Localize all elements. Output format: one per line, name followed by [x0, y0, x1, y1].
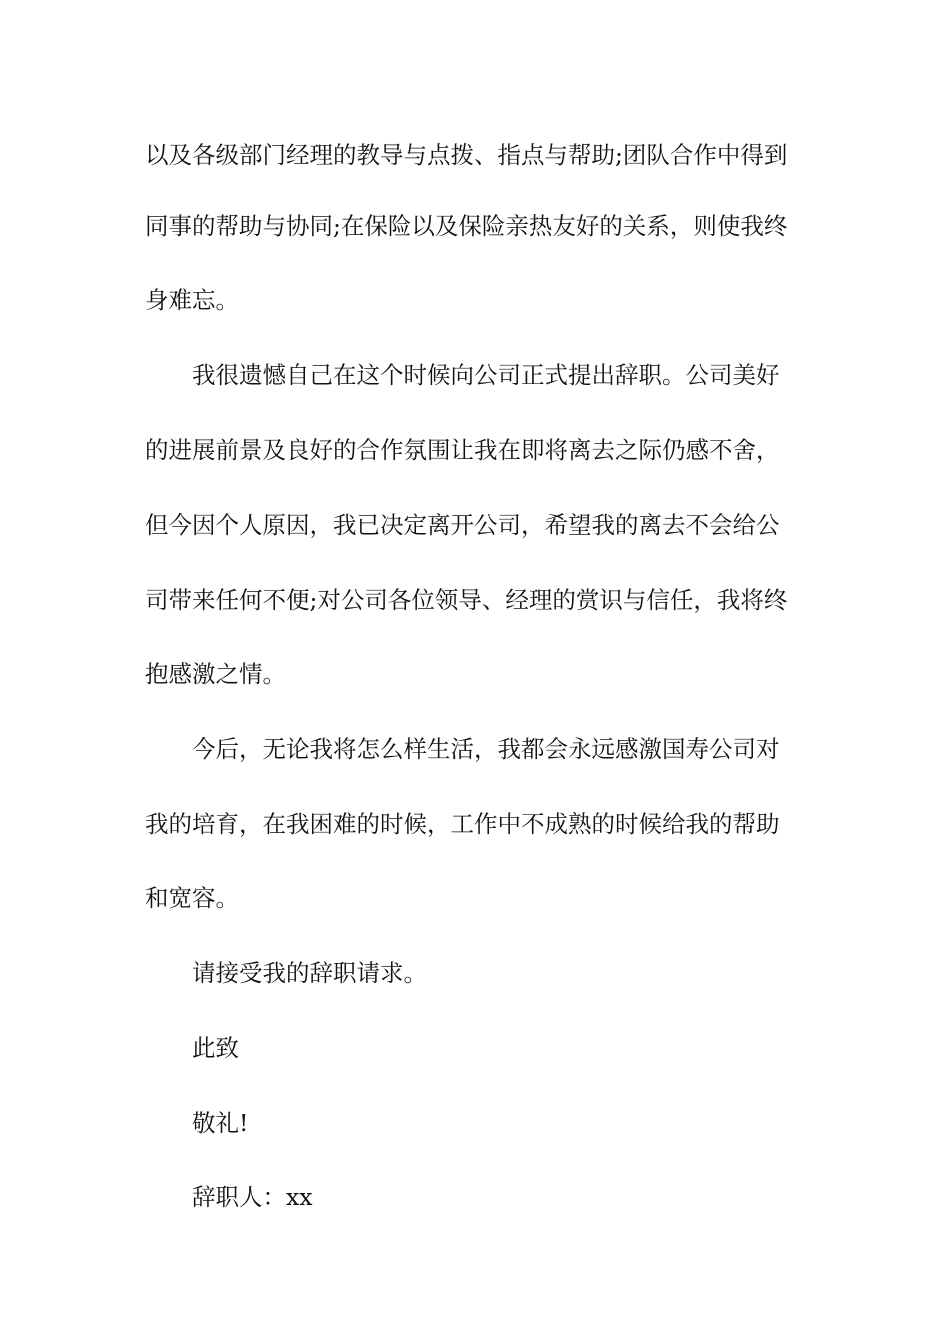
paragraph-2-line-3: 但今因个人原因，我已决定离开公司，希望我的离去不会给公 — [145, 511, 780, 539]
salutation-line: 此致 — [192, 1034, 239, 1062]
closing-line: 敬礼! — [192, 1109, 249, 1137]
paragraph-1-line-3: 身难忘。 — [145, 286, 239, 314]
paragraph-1-line-2: 同事的帮助与协同;在保险以及保险亲热友好的关系，则使我终 — [145, 212, 788, 240]
paragraph-2-line-4: 司带来任何不便;对公司各位领导、经理的赏识与信任，我将终 — [145, 586, 788, 614]
paragraph-2-line-5: 抱感激之情。 — [145, 660, 286, 688]
paragraph-3-line-1: 今后，无论我将怎么样生活，我都会永远感激国寿公司对 — [192, 735, 780, 763]
request-line: 请接受我的辞职请求。 — [192, 959, 427, 987]
paragraph-3-line-2: 我的培育，在我困难的时候，工作中不成熟的时候给我的帮助 — [145, 810, 780, 838]
paragraph-1-line-1: 以及各级部门经理的教导与点拨、指点与帮助;团队合作中得到 — [145, 141, 788, 169]
paragraph-2-line-1: 我很遗憾自己在这个时候向公司正式提出辞职。公司美好 — [192, 361, 780, 389]
paragraph-3-line-3: 和宽容。 — [145, 884, 239, 912]
paragraph-2-line-2: 的进展前景及良好的合作氛围让我在即将离去之际仍感不舍， — [145, 436, 780, 464]
signature-line: 辞职人：xx — [192, 1183, 313, 1211]
